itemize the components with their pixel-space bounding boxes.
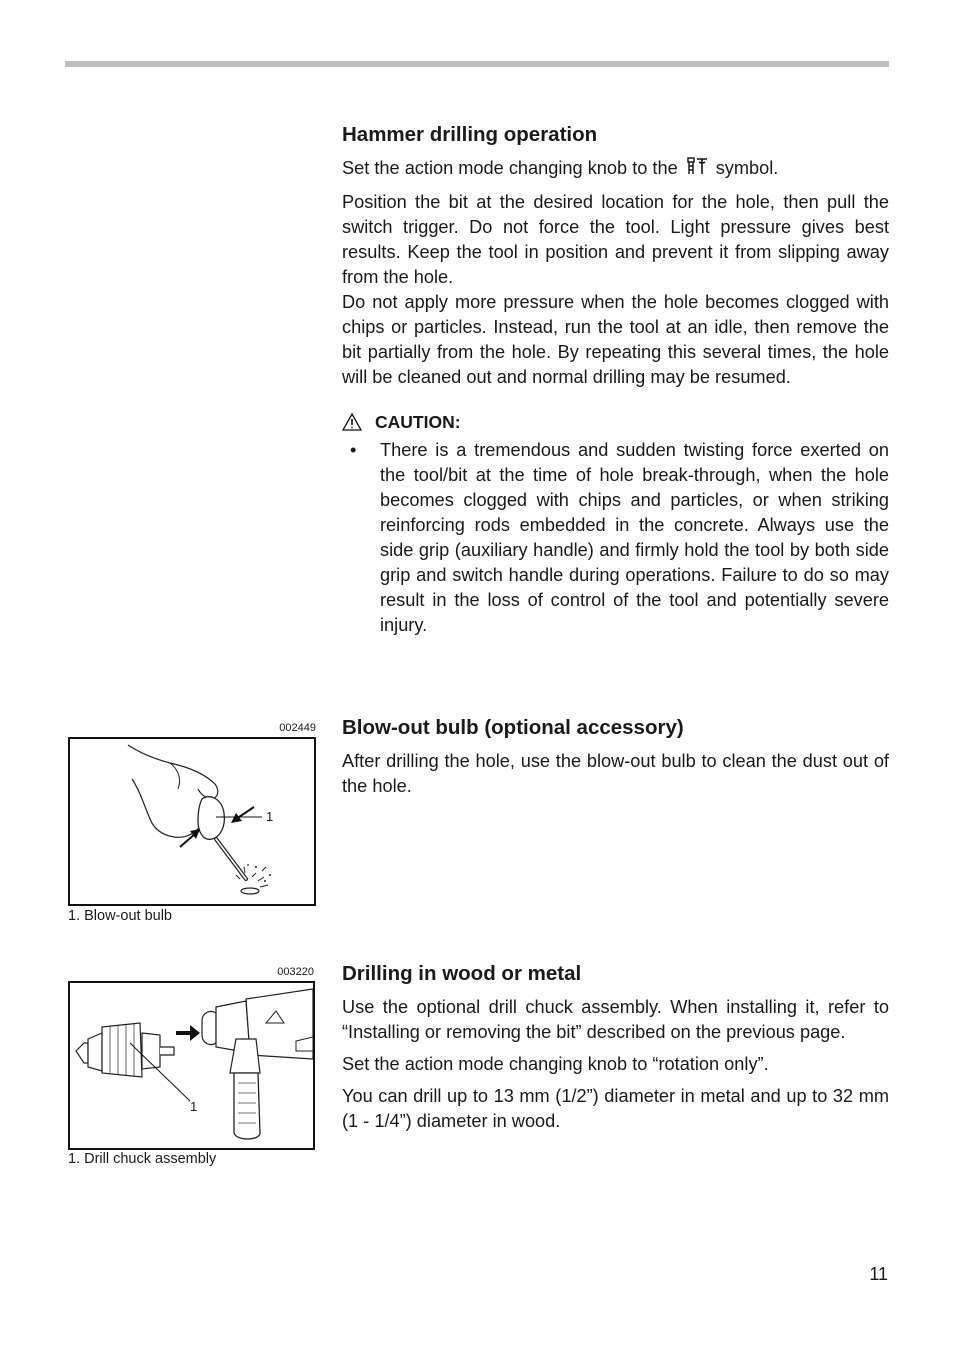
- chuck-figure: [68, 981, 315, 1150]
- chuck-caption: 1. Drill chuck assembly: [68, 1151, 217, 1167]
- wood-metal-para3: You can drill up to 13 mm (1/2”) diameter in metal and up to 32 mm (1 - 1/4”) diameter in wood.: [342, 1086, 889, 1131]
- wood-metal-section: [342, 961, 889, 1134]
- caution-heading: [342, 410, 889, 434]
- hammer-para2: Do not apply more pressure when the hole becomes clogged with chips or particles. Instead, run the tool at an idle, then remove the bit partially from the hole. By repeating this several times, the hole will be cleaned out and normal drilling may be resumed.: [342, 292, 889, 387]
- blowout-callout-number: 1: [266, 809, 274, 824]
- hammer-rotation-symbol-icon: [686, 156, 708, 183]
- hammer-mode-prefix: Set the action mode changing knob to the: [342, 158, 678, 178]
- blowout-text: After drilling the hole, use the blow-out bulb to clean the dust out of the hole.: [342, 751, 889, 796]
- hammer-para1: Position the bit at the desired location for the hole, then pull the switch trigger. Do not force the tool. Light pressure gives best results. Keep the tool in position and prevent it from slipping away from the hole.: [342, 192, 889, 287]
- hammer-mode-line: [342, 156, 889, 183]
- blowout-bulb-illustration: [70, 739, 314, 904]
- hammer-mode-suffix: symbol.: [715, 158, 779, 178]
- blowout-title: Blow-out bulb (optional accessory): [342, 716, 684, 739]
- warning-triangle-icon: [342, 413, 362, 431]
- blowout-caption: 1. Blow-out bulb: [68, 908, 172, 924]
- blowout-section: [342, 715, 889, 799]
- wood-metal-para1: Use the optional drill chuck assembly. When installing it, refer to “Installing or removing the bit” described on the previous page.: [342, 997, 889, 1042]
- blowout-figure: [68, 737, 316, 906]
- chuck-callout-number: 1: [190, 1099, 198, 1114]
- caution-text: There is a tremendous and sudden twisting force exerted on the tool/bit at the time of hole break-through, when the hole becomes clogged with chips and particles, or when striking reinforcing rods embedded in the concrete. Always use the side grip (auxiliary handle) and firmly hold the tool by both side grip and switch handle during operations. Failure to do so may result in the loss of control of the tool and potentially severe injury.: [380, 440, 889, 635]
- wood-metal-title: Drilling in wood or metal: [342, 962, 582, 985]
- bullet-dot: •: [350, 440, 357, 460]
- hammer-section: [342, 122, 889, 638]
- page-number: 11: [869, 1264, 888, 1284]
- drill-chuck-illustration: [70, 983, 313, 1148]
- caution-label: CAUTION:: [375, 411, 461, 432]
- hammer-title: Hammer drilling operation: [342, 123, 598, 146]
- chuck-figure-code: 003220: [277, 966, 314, 978]
- caution-item: [342, 438, 889, 638]
- top-rule: [65, 61, 889, 67]
- wood-metal-para2: Set the action mode changing knob to “rotation only”.: [342, 1054, 769, 1074]
- blowout-figure-code: 002449: [279, 722, 316, 734]
